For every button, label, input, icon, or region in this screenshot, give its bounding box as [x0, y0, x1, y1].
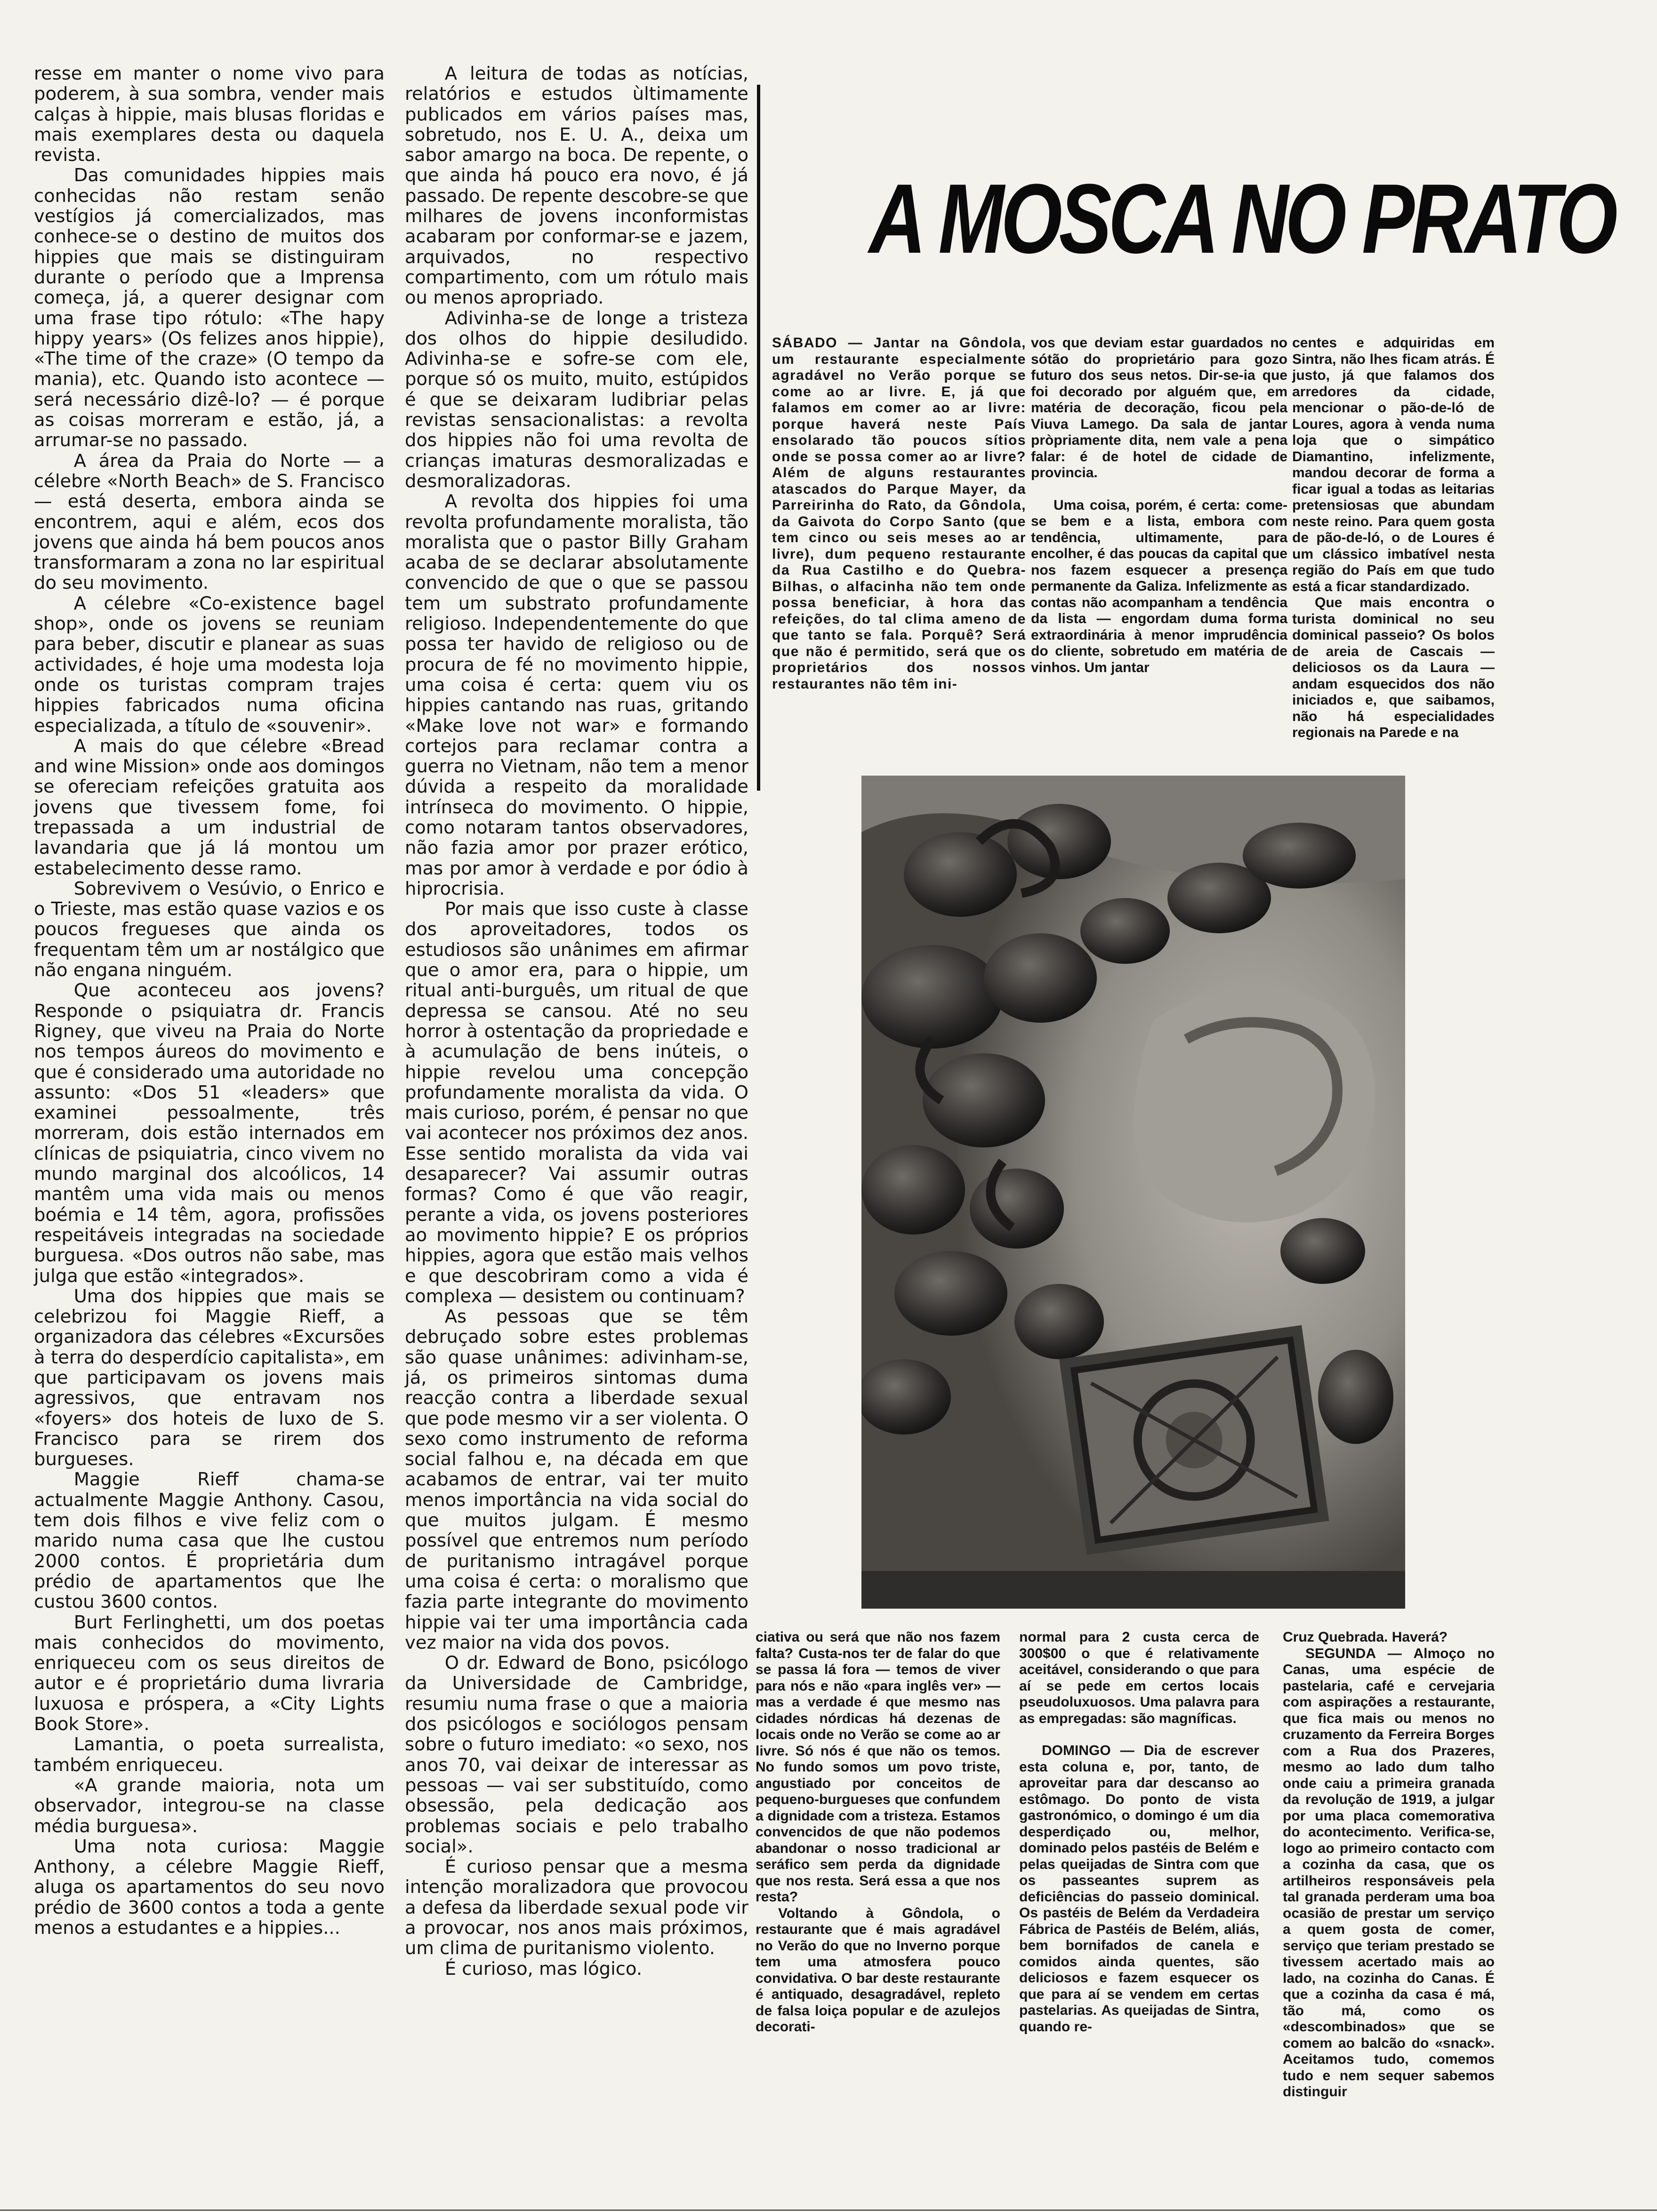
paragraph: centes e adquiridas em Sintra, não lhes ficam atrás. É justo, já que falamos dos arredores da cidade, mencionar o pão-de-ló de Loures, agora à venda numa loja que o simpático Diamantino, infelizmente, mandou decorar de forma a ficar igual a todas as leitarias pretensiosas que abundam neste reino. Para quem gosta de pão-de-ló, o de Loures é um clássico imbatível nesta região do País em que tudo está a ficar standardizado. — [1292, 335, 1495, 594]
paragraph: Maggie Rieff chama-se actualmente Maggie Anthony. Casou, tem dois filhos e vive feliz com o marido numa casa que lhe custou 2000 contos. É proprietária dum prédio de apartamentos que lhe custou 3600 contos. — [34, 1469, 385, 1613]
paragraph: É curioso, mas lógico. — [444, 1958, 643, 1980]
paragraph: Que aconteceu aos jovens? Responde o psiquiatra dr. Francis Rigney, que viveu na Praia do Norte nos tempos áureos do movimento e que é considerado uma autoridade no assunto: «Dos 51 «leaders» que examinei pessoalmente, três morreram, dois estão internados em clínicas de psiquiatria, cinco vivem no mundo marginal dos alcoólicos, 14 mantêm uma vida mais ou menos boémia e 14 têm, agora, profissões respeitáveis integradas na sociedade burguesa. «Dos outros não sabe, mas julga que estão «integrados». — [34, 980, 385, 1287]
paragraph: O dr. Edward de Bono, psicólogo da Universidade de Cambridge, resumiu numa frase o que a maioria dos psicólogos e sociólogos pensam sobre o futuro imediato: «o sexo, nos anos 70, vai deixar de interessar as pessoas — vai ser substituído, como obsessão, pela dedicação aos problemas sociais e pelo trabalho social». — [405, 1652, 748, 1857]
paragraph: Cruz Quebrada. Haverá? — [1283, 1629, 1448, 1645]
paragraph: Sobrevivem o Vesúvio, o Enrico e o Trieste, mas estão quase vazios e os poucos fregueses que ainda os frequentam têm um ar nostálgico que não engana ninguém. — [34, 878, 385, 981]
restaurant-column-bottom-2 — [1019, 1629, 1259, 2035]
paragraph: Voltando à Gôndola, o restaurante que é mais agradável no Verão do que no Inverno porque tem uma atmosfera pouco convidativa. O bar deste restaurante é antiquado, desagradável, repleto de falsa loiça popular e de azulejos decorati- — [756, 1905, 1000, 2035]
paragraph: Uma coisa, porém, é certa: come-se bem e a lista, embora com tendência, ultimamente, para encolher, é das poucas da capital que nos fazem esquecer a presença permanente da Galiza. Infelizmente as contas não acompanham a tendência da lista — engordam duma forma extraordinária à menor imprudência do cliente, sobretudo em matéria de vinhos. Um jantar — [1031, 497, 1287, 675]
paragraph: «A grande maioria, nota um observador, integrou-se na classe média burguesa». — [34, 1774, 385, 1837]
paragraph: A área da Praia do Norte — a célebre «North Beach» de S. Francisco — está deserta, embora ainda se encontrem, aqui e além, ecos dos jovens que ainda há bem poucos anos transformaram a zona no lar espiritual do seu movimento. — [34, 450, 385, 594]
restaurant-column-top-3 — [1292, 335, 1495, 741]
paragraph: Lamantia, o poeta surrealista, também enriqueceu. — [34, 1734, 385, 1776]
paragraph: SEGUNDA — Almoço no Canas, uma espécie de pastelaria, café e cervejaria com aspirações a restaurante, que fica mais ou menos no cruzamento da Ferreira Borges com a Rua dos Prazeres, mesmo ao lado dum talho onde caiu a primeira granada da revolução de 1919, a julgar por uma placa comemorativa do acontecimento. Verifica-se, logo ao primeiro contacto com a cozinha da casa, que os artilheiros responsáveis pela tal granada perderam uma boa ocasião de prestar um serviço a quem gosta de comer, serviço que teriam prestado se tivessem acertado mais ao lado, na cozinha do Canas. É que a cozinha da casa é má, tão má, como os «descombinados» que se comem ao balcão do «snack». Aceitamos tudo, comemos tudo e nem sequer sabemos distinguir — [1283, 1645, 1495, 2100]
paragraph: As pessoas que se têm debruçado sobre estes problemas são quase unânimes: adivinham-se, já, os primeiros sintomas duma reacção contra a liberdade sexual que pode mesmo vir a ser violenta. O sexo como instrumento de reforma social falhou e, na década em que acabamos de entrar, vai ter muito menos importância na vida social do que muitos julgam. É mesmo possível que entremos num período de puritanismo intragável porque uma coisa é certa: o moralismo que fazia parte integrante do movimento hippie vai ter uma importância cada vez maior na vida dos povos. — [405, 1306, 748, 1653]
paragraph: ciativa ou será que não nos fazem falta? Custa-nos ter de falar do que se passa lá fora — temos de viver para nós e não «para inglês ver» — mas a verdade é que mesmo nas cidades nórdicas há dezenas de locais onde no Verão se come ao ar livre. Só nós é que não os temos. No fundo somos um povo triste, angustiado por conceitos de pequeno-burgueses que confundem a dignidade com a tristeza. Estamos convencidos de que não podemos abandonar o nosso tradicional ar seráfico sem perda da dignidade que nos resta. Será essa a que nos resta? — [756, 1629, 1000, 1905]
restaurant-column-bottom-1 — [756, 1629, 1000, 2036]
paragraph: SÁBADO — Jantar na Gôndola, um restaurante especialmente agradável no Verão porque se come ao ar livre. E, já que falamos em comer ao ar livre: porque haverá neste País ensolarado tão poucos sítios onde se possa comer ao ar livre? Além de alguns restaurantes atascados do Parque Mayer, da Parreirinha do Rato, da Gôndola, da Gaivota do Corpo Santo (que tem cinco ou seis meses ao ar livre), dum pequeno restaurante da Rua Castilho e do Quebra-Bilhas, o alfacinha não tem onde possa beneficiar, à hora das refeições, do tal clima ameno de que tanto se fala. Porquê? Será que não é permitido, será que os proprietários dos nossos restaurantes não têm ini- — [772, 335, 1026, 692]
article-column-2 — [405, 64, 748, 1979]
still-life-photo-icon — [861, 776, 1405, 1609]
paragraph: Adivinha-se de longe a tristeza dos olhos do hippie desiludido. Adivinha-se e sofre-se com ele, porque só os muito, muito, estúpidos é que se deixaram ludibriar pelas revistas sensacionalistas: a revolta dos hippies não foi uma revolta de crianças imaturas desmoralizadas e desmoralizadoras. — [405, 307, 748, 492]
headline: A MOSCA NO PRATO — [869, 163, 1615, 274]
paragraph: Uma nota curiosa: Maggie Anthony, a célebre Maggie Rieff, aluga os apartamentos do seu novo prédio de 3600 contos a toda a gente menos a estudantes e a hippies... — [34, 1835, 385, 1939]
paragraph: Uma dos hippies que mais se celebrizou foi Maggie Rieff, a organizadora das célebres «Excursões à terra do desperdício capitalista», em que participavam os jovens mais agressivos, que entravam nos «foyers» dos hoteis de luxo de S. Francisco para se rirem dos burgueses. — [34, 1285, 385, 1470]
restaurant-column-top-2 — [1031, 335, 1287, 676]
paragraph: Que mais encontra o turista dominical no seu dominical passeio? Os bolos de areia de Cascais — deliciosos os da Laura — andam esquecidos dos não iniciados e, que saibamos, não há especialidades regionais na Parede e na — [1292, 595, 1495, 740]
column-divider — [757, 85, 760, 791]
paragraph: Por mais que isso custe à classe dos aproveitadores, todos os estudiosos são unânimes em afirmar que o amor era, para o hippie, um ritual anti-burguês, um ritual de que depressa se cansou. Até no seu horror à ostentação da propriedade e à acumulação de bens inúteis, o hippie revelou uma concepção profundamente moralista da vida. O mais curioso, porém, é pensar no que vai acontecer nos próximos dez anos. Esse sentido moralista da vida vai desaparecer? Vai assumir outras formas? Como é que vão reagir, perante a vida, os jovens posteriores ao movimento hippie? E os próprios hippies, agora que estão mais velhos e que descobriram como a vida é complexa — desistem ou continuam? — [405, 898, 748, 1307]
restaurant-column-bottom-3 — [1283, 1629, 1495, 2100]
paragraph: resse em manter o nome vivo para poderem, à sua sombra, vender mais calças à hippie, mais blusas floridas e mais exemplares desta ou daquela revista. — [34, 63, 385, 166]
paragraph: A célebre «Co-existence bagel shop», onde os jovens se reuniam para beber, discutir e planear as suas actividades, é hoje uma modesta loja onde os turistas compram trajes hippies fabricados numa oficina especializada, a título de «souvenir». — [34, 593, 385, 737]
restaurant-column-top-1 — [772, 335, 1026, 692]
paragraph: Das comunidades hippies mais conhecidas não restam senão vestígios já comercializados, mas conhece-se o destino de muitos dos hippies que mais se distinguiram durante o período que a Imprensa começa, já, a querer designar com uma frase tipo rótulo: «The hapy hippy years» (Os felizes anos hippie), «The time of the craze» (O tempo da mania), etc. Quando isto acontece — será necessário dizê-lo? — é porque as coisas morreram e estão, já, a arrumar-se no passado. — [34, 165, 385, 451]
page-bottom-rule — [0, 2210, 1657, 2211]
paragraph: A revolta dos hippies foi uma revolta profundamente moralista, tão moralista que o pastor Billy Graham acaba de se declarar absolutamente convencido de que o que se passou tem um substrato profundamente religioso. Independentemente do que possa ter havido de religioso ou de procura de fé no movimento hippie, uma coisa é certa: quem viu os hippies cantando nas ruas, gritando «Make love not war» e formando cortejos para reclamar contra a guerra no Vietnam, não tem a menor dúvida a respeito da moralidade intrínseca do movimento. O hippie, como notaram tantos observadores, não fazia amor por prazer erótico, mas por amor à verdade e por ódio à hiprocrisia. — [405, 491, 748, 899]
paragraph: Burt Ferlinghetti, um dos poetas mais conhecidos do movimento, enriqueceu com os seus direitos de autor e é proprietário duma livraria luxuosa e próspera, a «City Lights Book Store». — [34, 1611, 385, 1735]
paragraph: normal para 2 custa cerca de 300$00 o que é relativamente aceitável, considerando o que para aí se pede em certos locais pseudoluxuosos. Uma palavra para as empregadas: são magníficas. — [1019, 1629, 1259, 1726]
paragraph: A mais do que célebre «Bread and wine Mission» onde aos domingos se ofereciam refeições gratuita aos jovens que tivessem fome, foi trepassada a um industrial de lavandaria que já lá montou um estabelecimento desse ramo. — [34, 735, 385, 879]
paragraph: A leitura de todas as notícias, relatórios e estudos ùltimamente publicados em vários países mas, sobretudo, nos E. U. A., deixa um sabor amargo na boca. De repente, o que ainda há pouco era novo, é já passado. De repente descobre-se que milhares de jovens inconformistas acabaram por conformar-se e jazem, arquivados, no respectivo compartimento, com um rótulo mais ou menos apropriado. — [405, 63, 748, 309]
paragraph: DOMINGO — Dia de escrever esta coluna e, por, tanto, de aproveitar para dar descanso ao estômago. Do ponto de vista gastronómico, o domingo é um dia desperdiçado ou, melhor, dominado pelos pastéis de Belém e pelas queijadas de Sintra com que os passeantes suprem as deficiências do passeio dominical. Os pastéis de Belém da Verdadeira Fábrica de Pastéis de Belém, aliás, bem bornifados de canela e comidos ainda quentes, são deliciosos e fazem esquecer os que para aí se vendem em certas pastelarias. As queijadas de Sintra, quando re- — [1019, 1743, 1259, 2035]
paragraph: vos que deviam estar guardados no sótão do proprietário para gozo futuro dos seus netos. Dir-se-ia que foi decorado por alguém que, em matéria de decoração, ficou pela Viuva Lamego. Da sala de jantar pròpriamente dita, nem vale a pena falar: é de hotel de cidade de provincia. — [1031, 335, 1287, 481]
article-column-1 — [34, 64, 385, 1938]
still-life-photo — [861, 776, 1405, 1609]
paragraph: É curioso pensar que a mesma intenção moralizadora que provocou a defesa da liberdade sexual pode vir a provocar, nos anos mais próximos, um clima de puritanismo violento. — [405, 1856, 748, 1959]
